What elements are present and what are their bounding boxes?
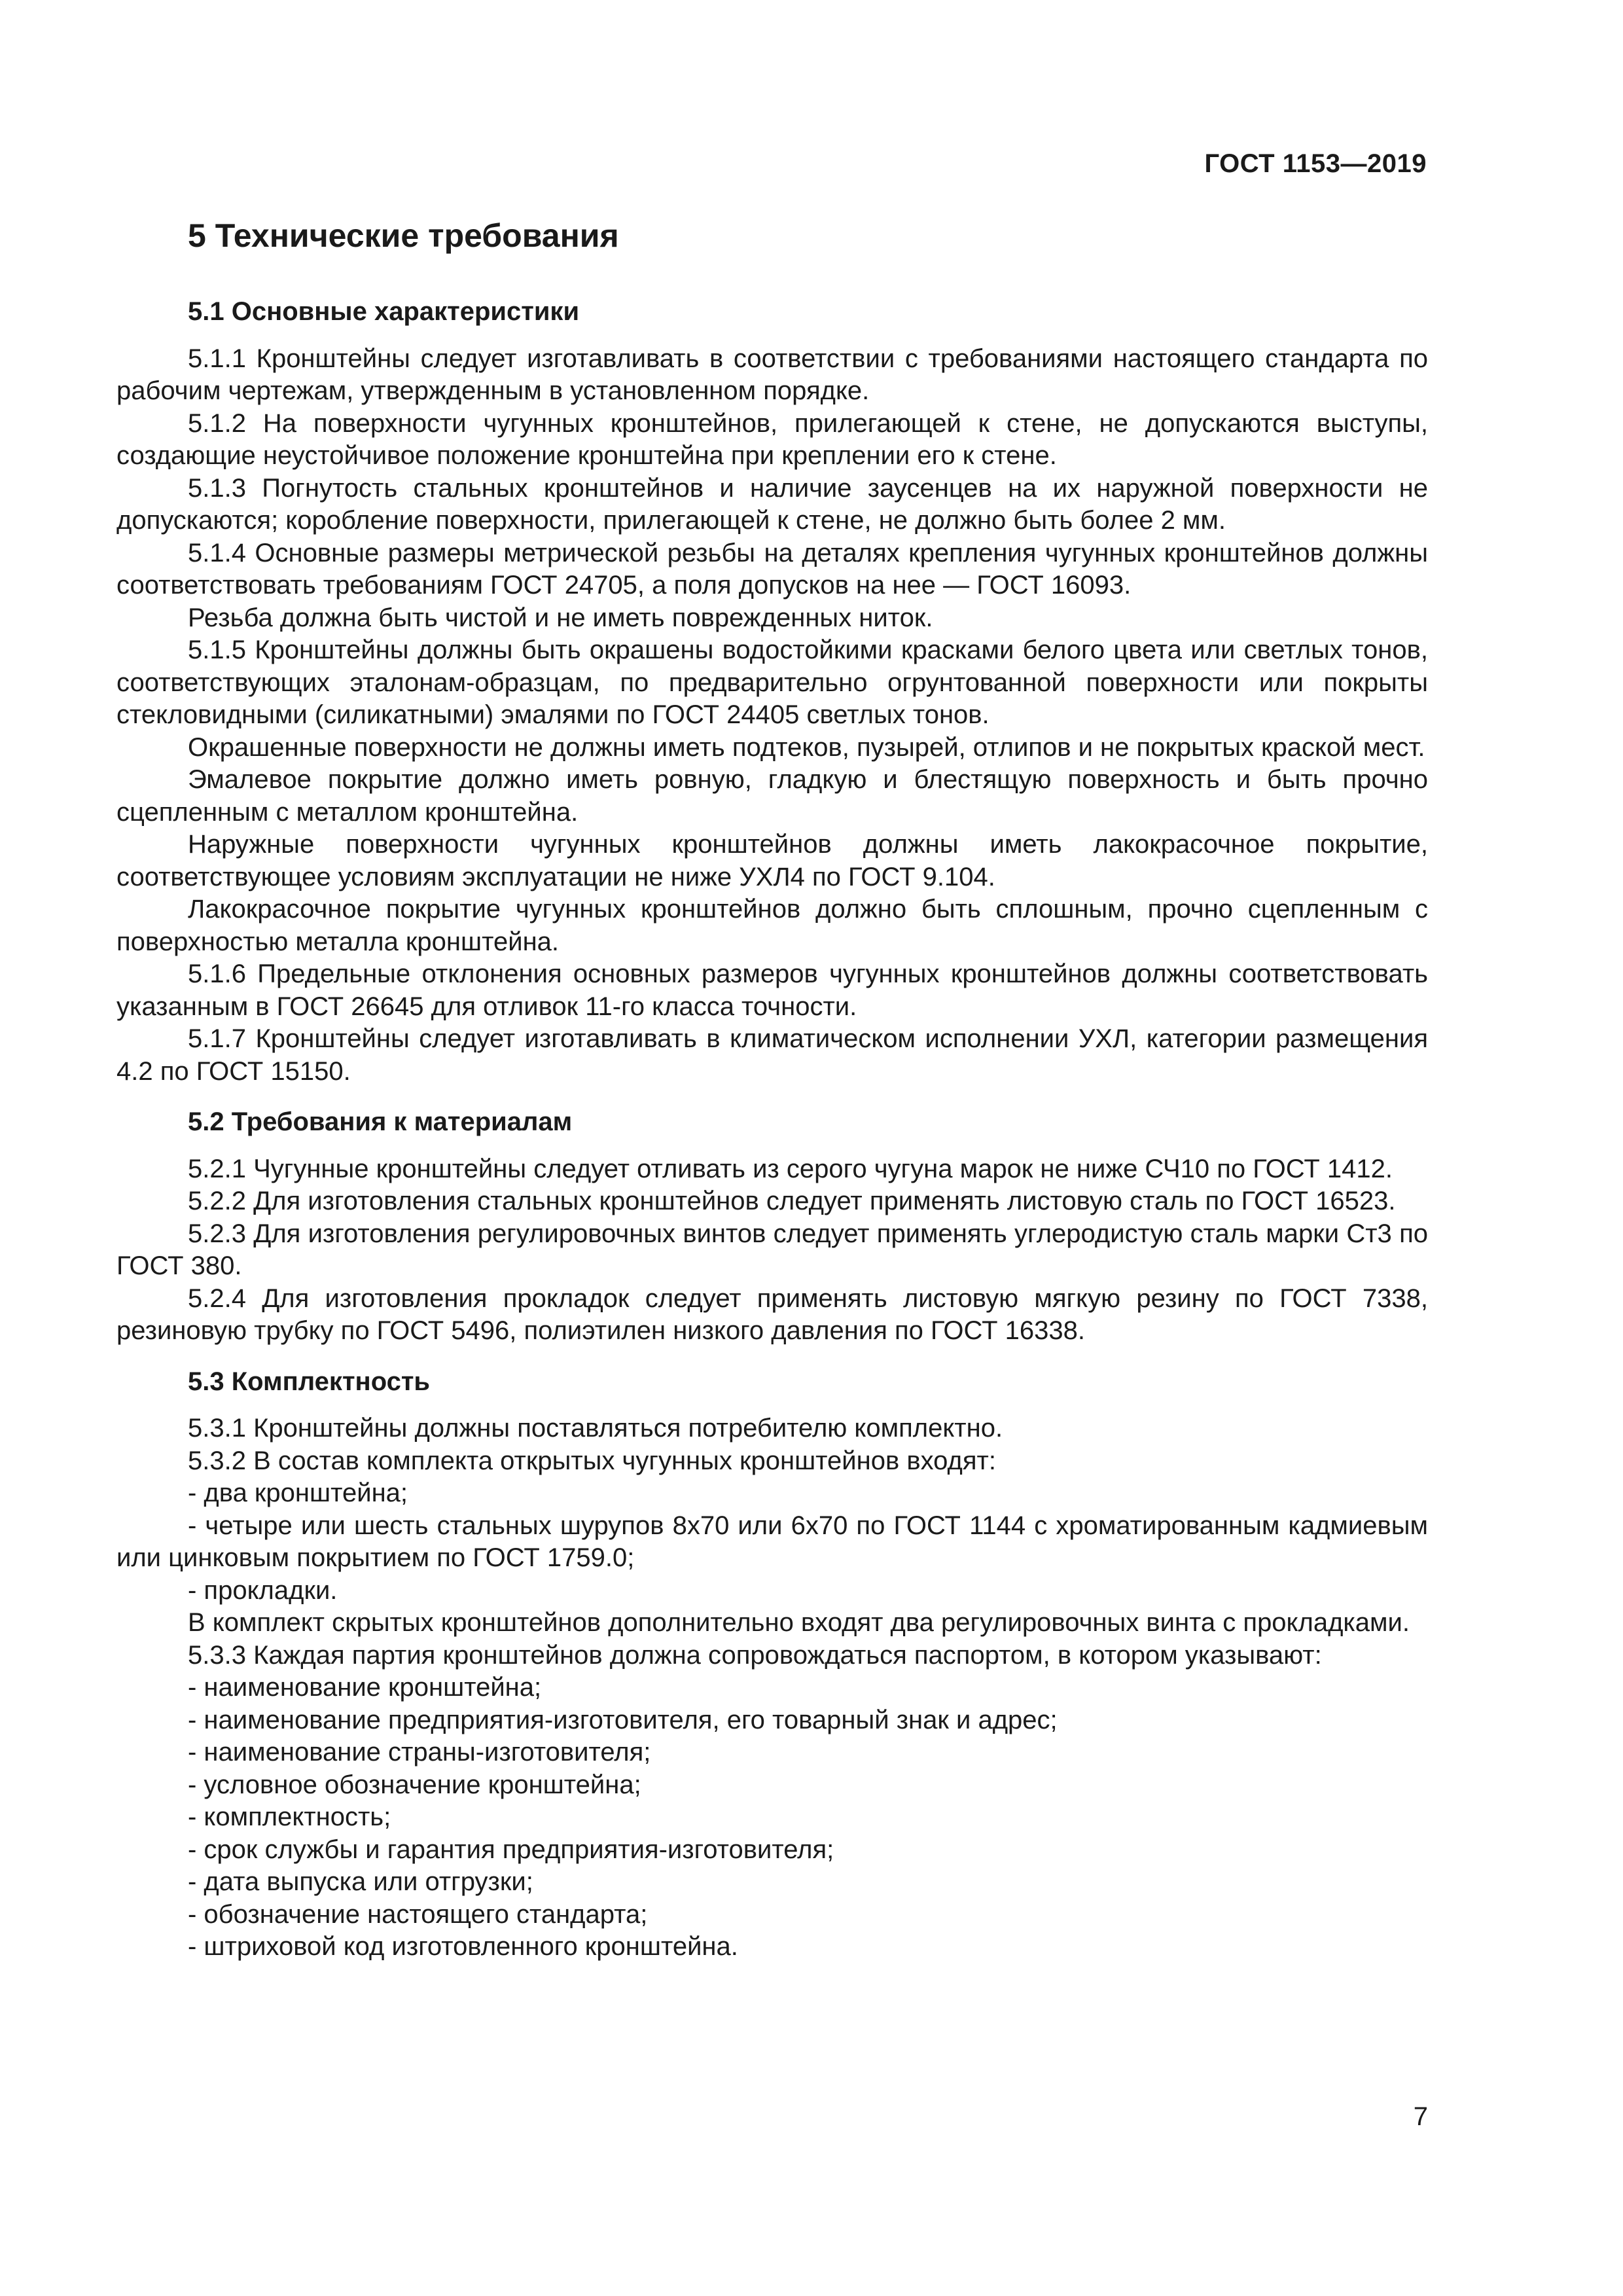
section-title: 5 Технические требования <box>188 217 619 254</box>
paragraph: 5.3.1 Кронштейны должны поставляться потребителю комплектно. <box>188 1414 1003 1443</box>
paragraph: 5.2.1 Чугунные кронштейны следует отливать из серого чугуна марок не ниже СЧ10 по ГОСТ 1412. <box>188 1154 1393 1183</box>
paragraph: 5.2.2 Для изготовления стальных кронштейнов следует применять листовую сталь по ГОСТ 16523. <box>188 1187 1396 1215</box>
paragraph: Резьба должна быть чистой и не иметь поврежденных ниток. <box>188 603 933 632</box>
paragraph: 5.1.5 Кронштейны должны быть окрашены водостойкими красками белого цвета или светлых тонов, соответствующих эталонам-образцам, по предварительно огрунтованной поверхности или покрыты стекловидными (силикатными) эмалями по ГОСТ 24405 светлых тонов. <box>116 636 1428 729</box>
paragraph: 5.1.4 Основные размеры метрической резьбы на деталях крепления чугунных кронштейнов должны соответствовать требованиям ГОСТ 24705, а поля допусков на нее — ГОСТ 16093. <box>116 538 1428 600</box>
list-item: - наименование страны-изготовителя; <box>188 1738 651 1767</box>
list-item: - комплектность; <box>188 1803 391 1831</box>
list-item: - штриховой код изготовленного кронштейна. <box>188 1932 738 1961</box>
standard-code: ГОСТ 1153—2019 <box>1204 149 1427 178</box>
paragraph: 5.1.7 Кронштейны следует изготавливать в климатическом исполнении УХЛ, категории размещения 4.2 по ГОСТ 15150. <box>116 1024 1428 1086</box>
subsection-title: 5.1 Основные характеристики <box>188 297 580 326</box>
paragraph: 5.2.3 Для изготовления регулировочных винтов следует применять углеродистую сталь марки Ст3 по ГОСТ 380. <box>116 1219 1428 1280</box>
subsection-title: 5.2 Требования к материалам <box>188 1107 573 1136</box>
page-number: 7 <box>1413 2102 1428 2131</box>
list-item: - наименование предприятия-изготовителя, его товарный знак и адрес; <box>188 1705 1058 1734</box>
paragraph: Лакокрасочное покрытие чугунных кронштейнов должно быть сплошным, прочно сцепленным с поверхностью металла кронштейна. <box>116 895 1428 956</box>
list-item: - четыре или шесть стальных шурупов 8х70 или 6х70 по ГОСТ 1144 с хроматированным кадмиевым или цинковым покрытием по ГОСТ 1759.0; <box>116 1511 1428 1572</box>
paragraph: 5.3.3 Каждая партия кронштейнов должна сопровождаться паспортом, в котором указывают: <box>188 1640 1322 1670</box>
paragraph: 5.1.2 На поверхности чугунных кронштейнов, прилегающей к стене, не допускаются выступы, создающие неустойчивое положение кронштейна при креплении его к стене. <box>116 408 1428 470</box>
paragraph: 5.1.3 Погнутость стальных кронштейнов и наличие заусенцев на их наружной поверхности не допускаются; коробление поверхности, прилегающей к стене, не должно быть более 2 мм. <box>116 473 1428 535</box>
list-item: - два кронштейна; <box>188 1479 408 1507</box>
paragraph: 5.1.6 Предельные отклонения основных размеров чугунных кронштейнов должны соответствовать указанным в ГОСТ 26645 для отливок 11-го класса точности. <box>116 960 1428 1021</box>
list-item: - прокладки. <box>188 1575 338 1605</box>
paragraph: 5.3.2 В состав комплекта открытых чугунных кронштейнов входят: <box>188 1446 996 1475</box>
list-item: - дата выпуска или отгрузки; <box>188 1867 533 1896</box>
subsection-title: 5.3 Комплектность <box>188 1367 431 1396</box>
paragraph: 5.2.4 Для изготовления прокладок следует применять листовую мягкую резину по ГОСТ 7338, резиновую трубку по ГОСТ 5496, полиэтилен низкого давления по ГОСТ 16338. <box>116 1283 1428 1345</box>
paragraph: Наружные поверхности чугунных кронштейнов должны иметь лакокрасочное покрытие, соответствующее условиям эксплуатации не ниже УХЛ4 по ГОСТ 9.104. <box>116 830 1428 891</box>
list-item: - наименование кронштейна; <box>188 1673 542 1702</box>
list-item: - условное обозначение кронштейна; <box>188 1770 641 1799</box>
paragraph: 5.1.1 Кронштейны следует изготавливать в соответствии с требованиями настоящего стандарта по рабочим чертежам, утвержденным в установленном порядке. <box>116 344 1428 405</box>
list-item: - срок службы и гарантия предприятия-изготовителя; <box>188 1835 834 1864</box>
document-body <box>116 216 1428 1964</box>
paragraph: Окрашенные поверхности не должны иметь подтеков, пузырей, отлипов и не покрытых краской мест. <box>188 732 1425 762</box>
paragraph: Эмалевое покрытие должно иметь ровную, гладкую и блестящую поверхность и быть прочно сцепленным с металлом кронштейна. <box>116 765 1428 827</box>
list-item: - обозначение настоящего стандарта; <box>188 1899 648 1929</box>
paragraph: В комплект скрытых кронштейнов дополнительно входят два регулировочных винта с прокладками. <box>188 1608 1410 1637</box>
